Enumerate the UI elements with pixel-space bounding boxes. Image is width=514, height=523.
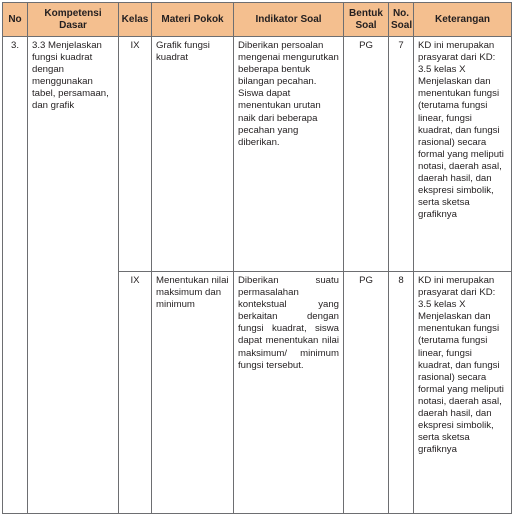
- header-kompetensi-dasar: Kompetensi Dasar: [28, 3, 119, 37]
- cell-keterangan: KD ini merupakan prasyarat dari KD: 3.5 kelas X Menjelaskan dan menentukan fungsi (terutama fungsi linear, fungsi kuadrat, dan fungsi rasional) secara formal yang meliputi notasi, daerah asal, daerah hasil, dan ekspresi simbolik, serta sketsa grafiknya: [414, 37, 512, 272]
- table-row: [3, 37, 512, 272]
- cell-kompetensi-dasar: 3.3 Menjelaskan fungsi kuadrat dengan menggunakan tabel, persamaan, dan grafik: [28, 37, 119, 514]
- header-indikator-soal: Indikator Soal: [234, 3, 344, 37]
- competency-table: [2, 2, 512, 514]
- cell-bentuk-soal: PG: [344, 272, 389, 514]
- cell-no-soal: 7: [389, 37, 414, 272]
- header-no: No: [3, 3, 28, 37]
- header-bentuk-soal: Bentuk Soal: [344, 3, 389, 37]
- cell-kelas: IX: [119, 37, 152, 272]
- cell-no: 3.: [3, 37, 28, 514]
- cell-materi-pokok: Menentukan nilai maksimum dan minimum: [152, 272, 234, 514]
- header-no-soal: No. Soal: [389, 3, 414, 37]
- cell-indikator-soal: Diberikan suatu permasalahan kontekstual yang berkaitan dengan fungsi kuadrat, siswa dapat menentukan nilai maksimum/ minimum fungsi tersebut.: [234, 272, 344, 514]
- header-materi-pokok: Materi Pokok: [152, 3, 234, 37]
- cell-keterangan: KD ini merupakan prasyarat dari KD: 3.5 kelas X Menjelaskan dan menentukan fungsi (terutama fungsi linear, fungsi kuadrat, dan fungsi rasional) secara formal yang meliputi notasi, daerah asal, daerah hasil, dan ekspresi simbolik, serta sketsa grafiknya: [414, 272, 512, 514]
- cell-materi-pokok: Grafik fungsi kuadrat: [152, 37, 234, 272]
- cell-no-soal: 8: [389, 272, 414, 514]
- cell-indikator-soal: Diberikan persoalan mengenai mengurutkan beberapa bentuk bilangan pecahan. Siswa dapat menentukan urutan naik dari beberapa pecahan yang diberikan.: [234, 37, 344, 272]
- header-kelas: Kelas: [119, 3, 152, 37]
- cell-bentuk-soal: PG: [344, 37, 389, 272]
- header-row: [3, 3, 512, 37]
- cell-kelas: IX: [119, 272, 152, 514]
- header-keterangan: Keterangan: [414, 3, 512, 37]
